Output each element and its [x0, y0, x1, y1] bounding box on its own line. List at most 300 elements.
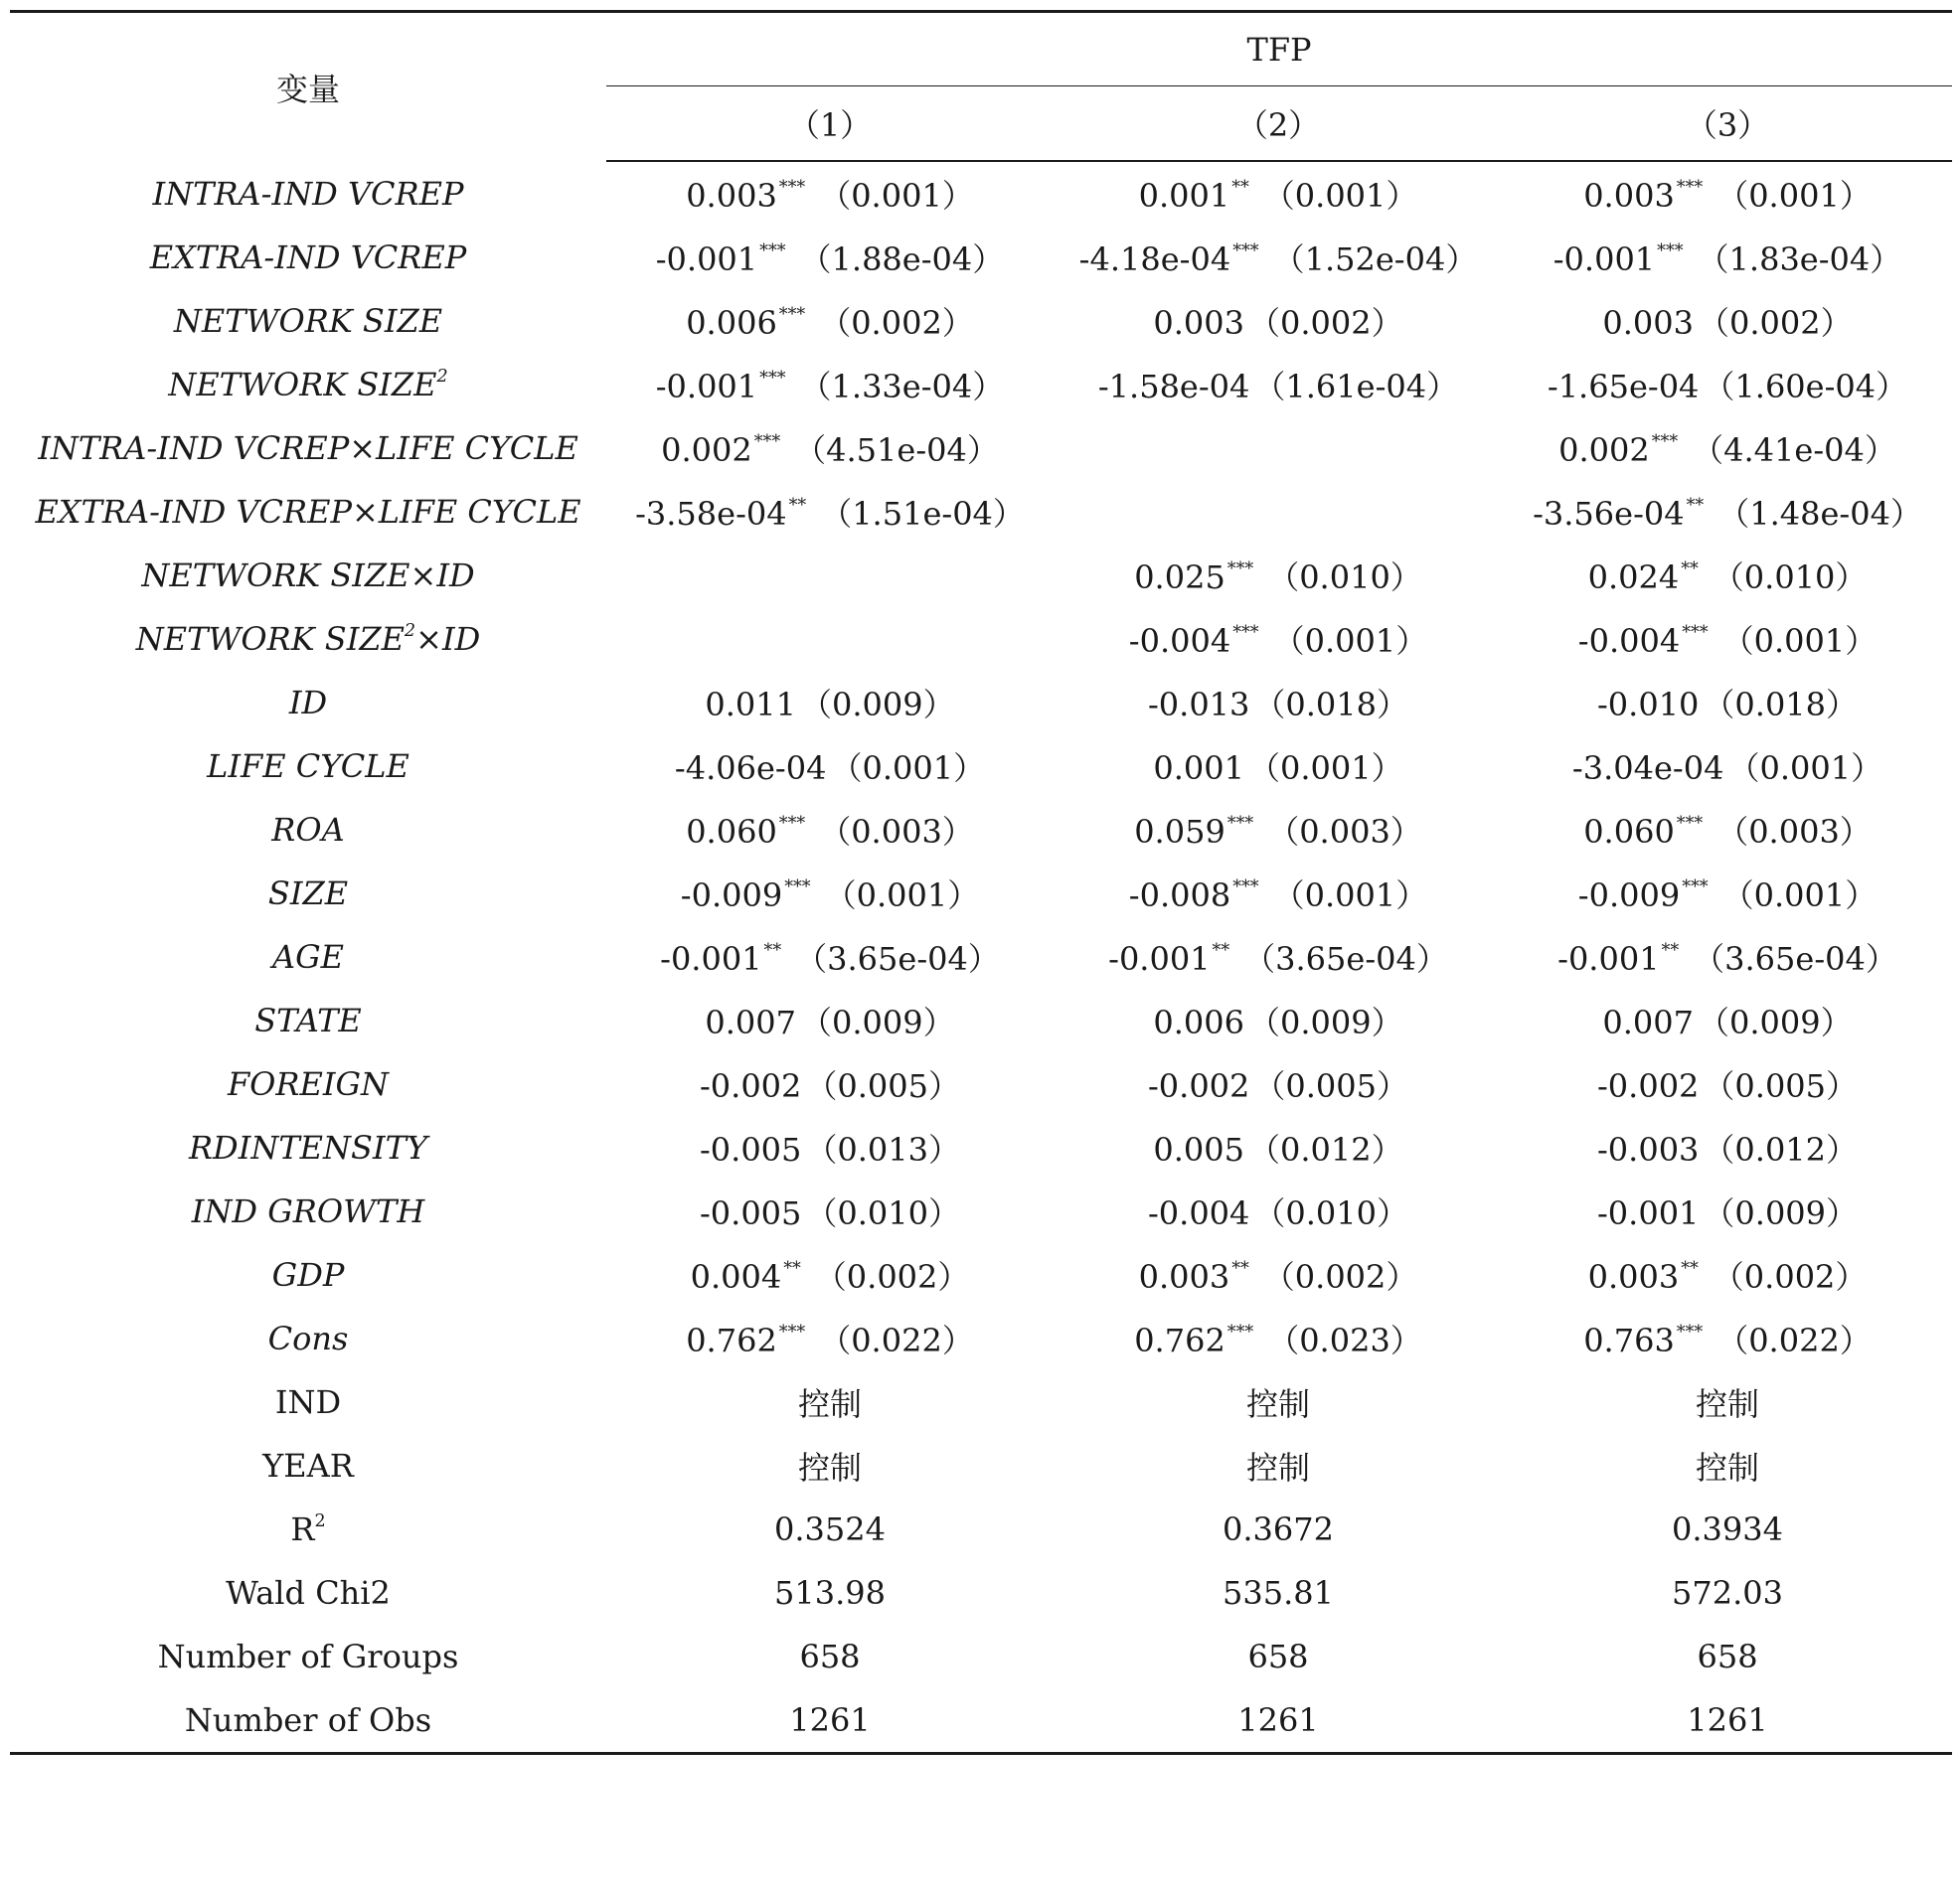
variable-column-header: 变量 — [10, 12, 606, 162]
standard-error: （0.009） — [1247, 1004, 1403, 1041]
table-row — [10, 544, 1952, 607]
coefficient: 控制 — [797, 1385, 862, 1423]
variable-name: NETWORK SIZE — [168, 366, 437, 403]
significance-stars: ** — [1661, 940, 1680, 961]
significance-stars: *** — [1232, 240, 1259, 261]
value-cell — [1054, 1307, 1503, 1370]
coefficient: 0.005 — [1153, 1131, 1244, 1169]
variable-name-cell — [10, 1434, 606, 1498]
standard-error: （0.013） — [805, 1131, 961, 1169]
coefficient: 0.762 — [686, 1322, 777, 1359]
value-cell — [1503, 1307, 1952, 1370]
value-cell — [1503, 161, 1952, 226]
value-cell — [1503, 734, 1952, 798]
coefficient: 0.003 — [686, 177, 777, 215]
significance-stars: ** — [788, 495, 807, 516]
dependent-variable-header: TFP — [606, 12, 1952, 86]
table-row — [10, 416, 1952, 480]
regression-table — [10, 10, 1952, 1755]
value-cell — [1503, 544, 1952, 607]
variable-name-cell — [10, 1498, 606, 1561]
coefficient: 0.007 — [705, 1004, 796, 1041]
value-cell — [606, 544, 1054, 607]
variable-name: EXTRA-IND VCREP — [149, 238, 467, 276]
variable-name: FOREIGN — [227, 1065, 390, 1103]
value-cell — [606, 226, 1054, 289]
value-cell — [606, 925, 1054, 989]
value-cell — [1503, 353, 1952, 416]
coefficient: 1261 — [1687, 1701, 1768, 1739]
standard-error: （0.005） — [1703, 1067, 1859, 1105]
value-cell — [1054, 989, 1503, 1052]
significance-stars: *** — [784, 876, 811, 897]
table-row — [10, 607, 1952, 671]
value-cell — [606, 1434, 1054, 1498]
table-row — [10, 1434, 1952, 1498]
value-cell — [1503, 416, 1952, 480]
standard-error: （0.002） — [1247, 304, 1403, 342]
coefficient: -1.65e-04 — [1547, 368, 1700, 405]
variable-name: IND GROWTH — [191, 1192, 425, 1230]
value-cell — [1503, 1434, 1952, 1498]
variable-name: AGE — [271, 938, 345, 976]
table-row — [10, 226, 1952, 289]
coefficient: 控制 — [797, 1449, 862, 1487]
variable-name-cell — [10, 161, 606, 226]
coefficient: -3.04e-04 — [1571, 749, 1724, 787]
standard-error: （3.65e-04） — [795, 940, 1000, 978]
table-row — [10, 1307, 1952, 1370]
table-row — [10, 289, 1952, 353]
significance-stars: *** — [1651, 431, 1679, 452]
model-column-header: （3） — [1503, 86, 1952, 162]
coefficient: 1261 — [1237, 1701, 1319, 1739]
significance-stars: *** — [1676, 177, 1704, 198]
value-cell — [1054, 607, 1503, 671]
significance-stars: ** — [1681, 1258, 1699, 1279]
value-cell — [1503, 480, 1952, 544]
coefficient: 0.059 — [1134, 813, 1225, 851]
table-row — [10, 989, 1952, 1052]
value-cell — [606, 1116, 1054, 1180]
coefficient: 0.002 — [661, 431, 752, 469]
variable-name-cell — [10, 544, 606, 607]
value-cell — [1503, 226, 1952, 289]
coefficient: 0.003 — [1602, 304, 1694, 342]
coefficient: 0.003 — [1583, 177, 1675, 215]
coefficient: -0.001 — [660, 940, 762, 978]
value-cell — [1503, 607, 1952, 671]
value-cell — [606, 353, 1054, 416]
standard-error: （0.010） — [1253, 1194, 1409, 1232]
value-cell — [1054, 1180, 1503, 1243]
variable-name-suffix: ×ID — [415, 620, 481, 658]
standard-error: （1.88e-04） — [799, 240, 1005, 278]
variable-name-cell — [10, 1688, 606, 1754]
standard-error: （4.41e-04） — [1692, 431, 1896, 469]
coefficient: 535.81 — [1223, 1574, 1334, 1612]
value-cell — [1054, 416, 1503, 480]
table-row — [10, 480, 1952, 544]
value-cell — [1503, 1116, 1952, 1180]
standard-error: （1.33e-04） — [799, 368, 1005, 405]
standard-error: （3.65e-04） — [1693, 940, 1897, 978]
significance-stars: ** — [783, 1258, 801, 1279]
variable-name-cell — [10, 671, 606, 734]
variable-name-cell — [10, 480, 606, 544]
table-row — [10, 925, 1952, 989]
variable-superscript: 2 — [436, 366, 448, 387]
table-row — [10, 1688, 1952, 1754]
value-cell — [606, 671, 1054, 734]
variable-name: Cons — [267, 1320, 349, 1357]
value-cell — [1503, 1243, 1952, 1307]
value-cell — [1503, 798, 1952, 862]
variable-name: NETWORK SIZE×ID — [141, 556, 475, 594]
table-row — [10, 1625, 1952, 1688]
coefficient: -3.56e-04 — [1533, 495, 1685, 533]
standard-error: （0.001） — [1262, 177, 1418, 215]
variable-name-cell — [10, 925, 606, 989]
table-row — [10, 1243, 1952, 1307]
significance-stars: *** — [1657, 240, 1684, 261]
standard-error: （0.002） — [819, 304, 974, 342]
value-cell — [1503, 1052, 1952, 1116]
standard-error: （0.018） — [1253, 686, 1409, 723]
standard-error: （3.65e-04） — [1243, 940, 1448, 978]
value-cell — [606, 734, 1054, 798]
variable-name: INTRA-IND VCREP×LIFE CYCLE — [38, 429, 578, 467]
value-cell — [1054, 798, 1503, 862]
significance-stars: ** — [1681, 558, 1699, 579]
significance-stars: ** — [1231, 177, 1249, 198]
standard-error: （0.012） — [1247, 1131, 1403, 1169]
standard-error: （0.001） — [830, 749, 986, 787]
variable-name-cell — [10, 1180, 606, 1243]
coefficient: 0.762 — [1134, 1322, 1225, 1359]
value-cell — [1054, 1243, 1503, 1307]
value-cell — [1503, 1370, 1952, 1434]
variable-name-cell — [10, 607, 606, 671]
table-row — [10, 798, 1952, 862]
variable-name-cell — [10, 289, 606, 353]
coefficient: -0.001 — [1108, 940, 1211, 978]
value-cell — [606, 1498, 1054, 1561]
coefficient: 0.763 — [1583, 1322, 1675, 1359]
significance-stars: *** — [1226, 1322, 1254, 1343]
value-cell — [1054, 480, 1503, 544]
significance-stars: *** — [753, 431, 781, 452]
model-column-header: （1） — [606, 86, 1054, 162]
variable-name-cell — [10, 798, 606, 862]
coefficient: 658 — [1697, 1638, 1758, 1675]
standard-error: （0.009） — [799, 686, 955, 723]
value-cell — [1503, 862, 1952, 925]
coefficient: 0.011 — [705, 686, 796, 723]
standard-error: （0.022） — [1716, 1322, 1872, 1359]
value-cell — [1503, 925, 1952, 989]
significance-stars: *** — [778, 813, 806, 834]
standard-error: （0.001） — [1716, 177, 1872, 215]
coefficient: 0.003 — [1587, 1258, 1680, 1296]
value-cell — [606, 798, 1054, 862]
coefficient: -0.010 — [1596, 686, 1700, 723]
coefficient: -4.06e-04 — [674, 749, 827, 787]
variable-name-cell — [10, 1625, 606, 1688]
value-cell — [1503, 989, 1952, 1052]
coefficient: -3.58e-04 — [635, 495, 787, 533]
significance-stars: *** — [1682, 622, 1709, 643]
value-cell — [1054, 862, 1503, 925]
standard-error: （0.022） — [819, 1322, 974, 1359]
value-cell — [1054, 226, 1503, 289]
value-cell — [606, 1307, 1054, 1370]
coefficient: 0.006 — [686, 304, 777, 342]
coefficient: 1261 — [789, 1701, 871, 1739]
value-cell — [1054, 1052, 1503, 1116]
variable-name-cell — [10, 1116, 606, 1180]
coefficient: -0.013 — [1147, 686, 1250, 723]
table-row — [10, 1498, 1952, 1561]
value-cell — [1054, 161, 1503, 226]
standard-error: （0.023） — [1267, 1322, 1422, 1359]
standard-error: （0.010） — [805, 1194, 961, 1232]
standard-error: （1.52e-04） — [1272, 240, 1478, 278]
standard-error: （0.005） — [805, 1067, 961, 1105]
value-cell — [1054, 1688, 1503, 1754]
coefficient: 658 — [1247, 1638, 1309, 1675]
coefficient: -0.008 — [1128, 876, 1231, 914]
coefficient: -4.18e-04 — [1078, 240, 1231, 278]
value-cell — [606, 1688, 1054, 1754]
standard-error: （0.001） — [1247, 749, 1403, 787]
standard-error: （0.001） — [1727, 749, 1883, 787]
coefficient: -0.001 — [1557, 940, 1660, 978]
coefficient: -0.003 — [1596, 1131, 1700, 1169]
coefficient: -0.002 — [699, 1067, 802, 1105]
significance-stars: *** — [778, 1322, 806, 1343]
coefficient: 0.007 — [1602, 1004, 1694, 1041]
coefficient: -0.004 — [1147, 1194, 1250, 1232]
variable-name-cell — [10, 1052, 606, 1116]
value-cell — [1503, 1561, 1952, 1625]
coefficient: 0.001 — [1138, 177, 1230, 215]
standard-error: （0.002） — [814, 1258, 970, 1296]
table-row — [10, 1052, 1952, 1116]
significance-stars: *** — [1232, 876, 1259, 897]
standard-error: （0.001） — [1721, 622, 1878, 660]
coefficient: 控制 — [1696, 1449, 1760, 1487]
standard-error: （0.001） — [1272, 622, 1428, 660]
value-cell — [1503, 1498, 1952, 1561]
table-row — [10, 1561, 1952, 1625]
value-cell — [1054, 289, 1503, 353]
coefficient: 0.003 — [1153, 304, 1244, 342]
standard-error: （0.018） — [1703, 686, 1859, 723]
coefficient: -0.005 — [699, 1194, 802, 1232]
standard-error: （0.002） — [1698, 304, 1853, 342]
value-cell — [1054, 1116, 1503, 1180]
value-cell — [606, 1370, 1054, 1434]
standard-error: （0.002） — [1262, 1258, 1418, 1296]
standard-error: （0.009） — [1703, 1194, 1859, 1232]
table-body — [10, 161, 1952, 1754]
variable-name: ROA — [271, 811, 345, 849]
significance-stars: *** — [778, 177, 806, 198]
variable-name: Number of Groups — [157, 1638, 459, 1675]
variable-name-cell — [10, 416, 606, 480]
value-cell — [1054, 925, 1503, 989]
significance-stars: ** — [1212, 940, 1230, 961]
variable-name: ID — [288, 684, 328, 721]
variable-name-cell — [10, 353, 606, 416]
value-cell — [1054, 734, 1503, 798]
variable-name-cell — [10, 1243, 606, 1307]
significance-stars: ** — [1231, 1258, 1249, 1279]
value-cell — [606, 1052, 1054, 1116]
coefficient: 0.003 — [1138, 1258, 1230, 1296]
standard-error: （0.001） — [824, 876, 980, 914]
value-cell — [1503, 289, 1952, 353]
value-cell — [606, 161, 1054, 226]
variable-name-cell — [10, 734, 606, 798]
standard-error: （0.010） — [1267, 558, 1422, 596]
variable-name: Number of Obs — [184, 1701, 432, 1739]
value-cell — [1054, 544, 1503, 607]
coefficient: -0.001 — [655, 368, 758, 405]
table-row — [10, 353, 1952, 416]
significance-stars: *** — [778, 304, 806, 325]
table-row — [10, 161, 1952, 226]
standard-error: （0.002） — [1712, 1258, 1868, 1296]
variable-name: NETWORK SIZE — [173, 302, 443, 340]
standard-error: （0.001） — [819, 177, 974, 215]
value-cell — [1503, 671, 1952, 734]
variable-name-cell — [10, 989, 606, 1052]
coefficient: 0.3934 — [1672, 1510, 1783, 1548]
variable-name-cell — [10, 1370, 606, 1434]
coefficient: 513.98 — [774, 1574, 886, 1612]
coefficient: -0.004 — [1577, 622, 1681, 660]
variable-superscript: 2 — [404, 620, 416, 641]
variable-name-cell — [10, 226, 606, 289]
standard-error: （0.001） — [1272, 876, 1428, 914]
significance-stars: *** — [1676, 813, 1704, 834]
coefficient: 0.3524 — [774, 1510, 886, 1548]
variable-superscript: 2 — [314, 1510, 326, 1531]
standard-error: （1.51e-04） — [820, 495, 1025, 533]
variable-name-cell — [10, 862, 606, 925]
variable-name: INTRA-IND VCREP — [152, 174, 464, 213]
significance-stars: *** — [759, 240, 786, 261]
coefficient: 0.3672 — [1223, 1510, 1334, 1548]
value-cell — [606, 1180, 1054, 1243]
variable-name: LIFE CYCLE — [207, 747, 409, 785]
value-cell — [1054, 1498, 1503, 1561]
value-cell — [606, 607, 1054, 671]
value-cell — [1054, 1625, 1503, 1688]
variable-name: R — [290, 1510, 315, 1548]
standard-error: （1.61e-04） — [1253, 368, 1459, 405]
variable-name: STATE — [254, 1002, 362, 1039]
coefficient: -0.009 — [1577, 876, 1681, 914]
variable-name: SIZE — [267, 874, 349, 912]
coefficient: -0.009 — [680, 876, 783, 914]
standard-error: （0.010） — [1712, 558, 1868, 596]
value-cell — [1503, 1180, 1952, 1243]
value-cell — [1054, 1370, 1503, 1434]
value-cell — [606, 1561, 1054, 1625]
coefficient: -0.002 — [1147, 1067, 1250, 1105]
significance-stars: *** — [1226, 813, 1254, 834]
standard-error: （4.51e-04） — [794, 431, 999, 469]
coefficient: -0.001 — [1596, 1194, 1700, 1232]
value-cell — [1503, 1688, 1952, 1754]
variable-name-cell — [10, 1307, 606, 1370]
standard-error: （0.005） — [1253, 1067, 1409, 1105]
coefficient: 控制 — [1245, 1449, 1310, 1487]
coefficient: 控制 — [1245, 1385, 1310, 1423]
coefficient: 0.025 — [1134, 558, 1225, 596]
table-row — [10, 1370, 1952, 1434]
coefficient: 0.004 — [690, 1258, 782, 1296]
value-cell — [606, 1243, 1054, 1307]
standard-error: （0.001） — [1721, 876, 1878, 914]
variable-name: RDINTENSITY — [188, 1129, 428, 1167]
value-cell — [606, 416, 1054, 480]
table-row — [10, 1180, 1952, 1243]
value-cell — [1054, 1561, 1503, 1625]
coefficient: 控制 — [1696, 1385, 1760, 1423]
variable-name: IND — [274, 1383, 342, 1421]
coefficient: -0.002 — [1596, 1067, 1700, 1105]
table-header — [10, 12, 1952, 162]
significance-stars: *** — [1232, 622, 1259, 643]
significance-stars: *** — [1676, 1322, 1704, 1343]
table-row — [10, 734, 1952, 798]
standard-error: （0.012） — [1703, 1131, 1859, 1169]
variable-name: YEAR — [262, 1447, 354, 1485]
standard-error: （0.009） — [799, 1004, 955, 1041]
value-cell — [606, 1625, 1054, 1688]
value-cell — [606, 989, 1054, 1052]
variable-name: Wald Chi2 — [226, 1574, 391, 1612]
coefficient: -0.004 — [1128, 622, 1231, 660]
standard-error: （0.003） — [819, 813, 974, 851]
significance-stars: ** — [763, 940, 782, 961]
value-cell — [1054, 1434, 1503, 1498]
standard-error: （1.48e-04） — [1717, 495, 1922, 533]
coefficient: 0.060 — [1583, 813, 1675, 851]
coefficient: -0.001 — [1552, 240, 1656, 278]
coefficient: 0.006 — [1153, 1004, 1244, 1041]
standard-error: （0.003） — [1267, 813, 1422, 851]
coefficient: -0.005 — [699, 1131, 802, 1169]
variable-name-cell — [10, 1561, 606, 1625]
standard-error: （1.83e-04） — [1697, 240, 1902, 278]
variable-name: NETWORK SIZE — [135, 620, 405, 658]
significance-stars: *** — [1682, 876, 1709, 897]
value-cell — [1503, 1625, 1952, 1688]
model-column-header: （2） — [1054, 86, 1503, 162]
coefficient: -0.001 — [655, 240, 758, 278]
significance-stars: ** — [1686, 495, 1705, 516]
value-cell — [606, 862, 1054, 925]
table-row — [10, 862, 1952, 925]
coefficient: 0.024 — [1587, 558, 1680, 596]
coefficient: 0.060 — [686, 813, 777, 851]
standard-error: （1.60e-04） — [1703, 368, 1908, 405]
